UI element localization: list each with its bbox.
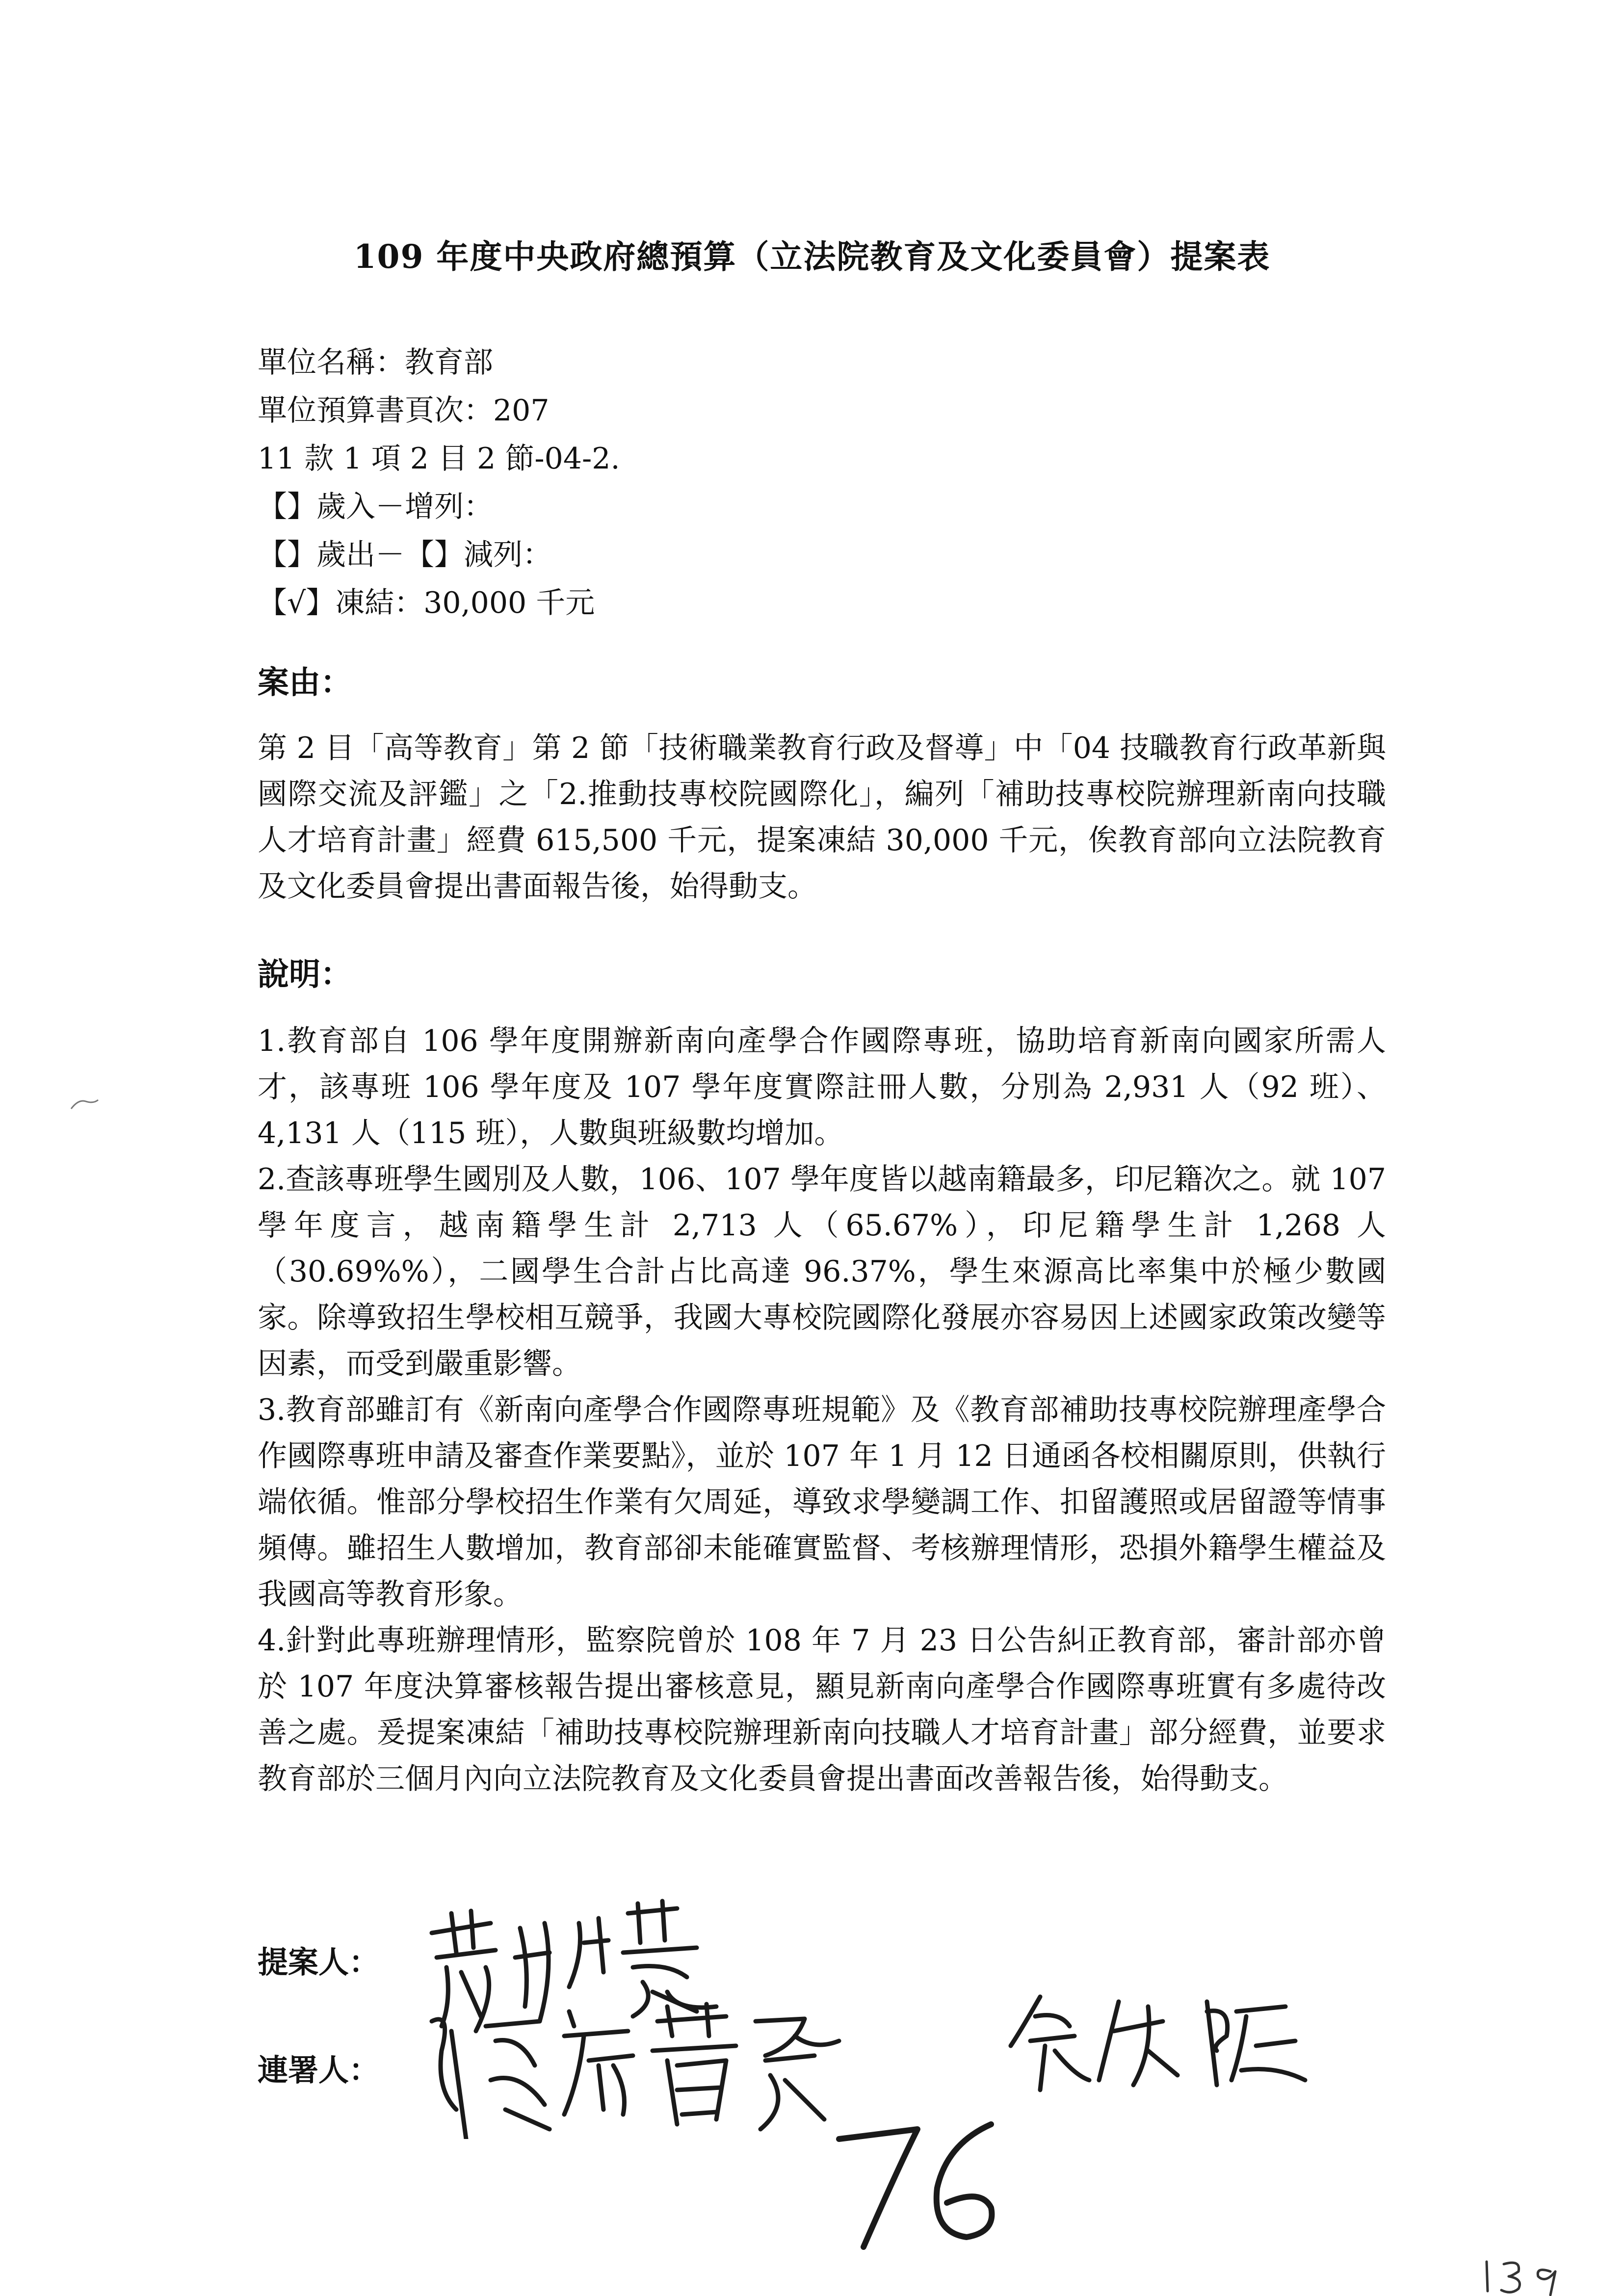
explanation-item-3: 3.教育部雖訂有《新南向產學合作國際專班規範》及《教育部補助技專校院辦理產學合作國際專班申請及審查作業要點》，並於 107 年 1 月 12 日通函各校相關原則，供執行端依循。惟部分學校招生作業有欠周延，導致求學變調工作、扣留護照或居留證等情事頻傳。雖招生人數增加，教育部卻未能確實監督、考核辦理情形，恐損外籍學生權益及我國高等教育形象。	[258, 1393, 1386, 1612]
meta-block	[258, 339, 620, 627]
item-code: 11 款 1 項 2 目 2 節-04-2.	[258, 442, 620, 476]
reason-text: 第 2 目「高等教育」第 2 節「技術職業教育行政及督導」中「04 技職教育行政革新與國際交流及評鑑」之「2.推動技專校院國際化」，編列「補助技專校院辦理新南向技職人才培育計畫」經費 615,500 千元，提案凍結 30,000 千元，俟教育部向立法院教育及文化委員會提出書面報告後，始得動支。	[258, 731, 1386, 904]
cosigner-label: 連署人：	[258, 2052, 380, 2088]
explanation-heading: 說明：	[258, 956, 352, 993]
page-number-strokes	[1477, 2257, 1575, 2296]
reason-heading: 案由：	[258, 664, 352, 701]
stray-pen-mark	[69, 1094, 103, 1114]
expenditure-line: 【】歲出－【】減列：	[258, 538, 552, 572]
explanation-list	[258, 1018, 1386, 1802]
explanation-item-4: 4.針對此專班辦理情形，監察院曾於 108 年 7 月 23 日公告糾正教育部，審計部亦曾於 107 年度決算審核報告提出審核意見，顯見新南向產學合作國際專班實有多處待改善之處。爰提案凍結「補助技專校院辦理新南向技職人才培育計畫」部分經費，並要求教育部於三個月內向立法院教育及文化委員會提出書面改善報告後，始得動支。	[258, 1623, 1386, 1796]
cosigner-signature-1	[422, 1992, 864, 2139]
handwritten-number-strokes	[824, 2110, 1011, 2257]
handwritten-number	[824, 2110, 1011, 2257]
explanation-item-1: 1.教育部自 106 學年度開辦新南向產學合作國際專班，協助培育新南向國家所需人才，該專班 106 學年度及 107 學年度實際註冊人數，分別為 2,931 人（92 班）、4,131 人（115 班），人數與班級數均增加。	[258, 1024, 1386, 1150]
budget-page: 單位預算書頁次：207	[258, 393, 550, 428]
cosigner-signature-2	[1001, 1982, 1315, 2100]
unit-name: 單位名稱：教育部	[258, 345, 493, 380]
freeze-line: 【√】凍結：30,000 千元	[258, 586, 595, 620]
explanation-item-2: 2.查該專班學生國別及人數，106、107 學年度皆以越南籍最多，印尼籍次之。就 107 學年度言，越南籍學生計 2,713 人（65.67%），印尼籍學生計 1,268 人（30.69%%），二國學生合計占比高達 96.37%，學生來源高比率集中於極少數國家。除導致招生學校相互競爭，我國大專校院國際化發展亦容易因上述國家政策改變等因素，而受到嚴重影響。	[258, 1162, 1387, 1381]
revenue-line: 【】歲入－增列：	[258, 490, 493, 524]
document-title: 109 年度中央政府總預算（立法院教育及文化委員會）提案表	[353, 237, 1271, 276]
page-number	[1477, 2257, 1575, 2296]
proposer-label: 提案人：	[258, 1944, 380, 1980]
